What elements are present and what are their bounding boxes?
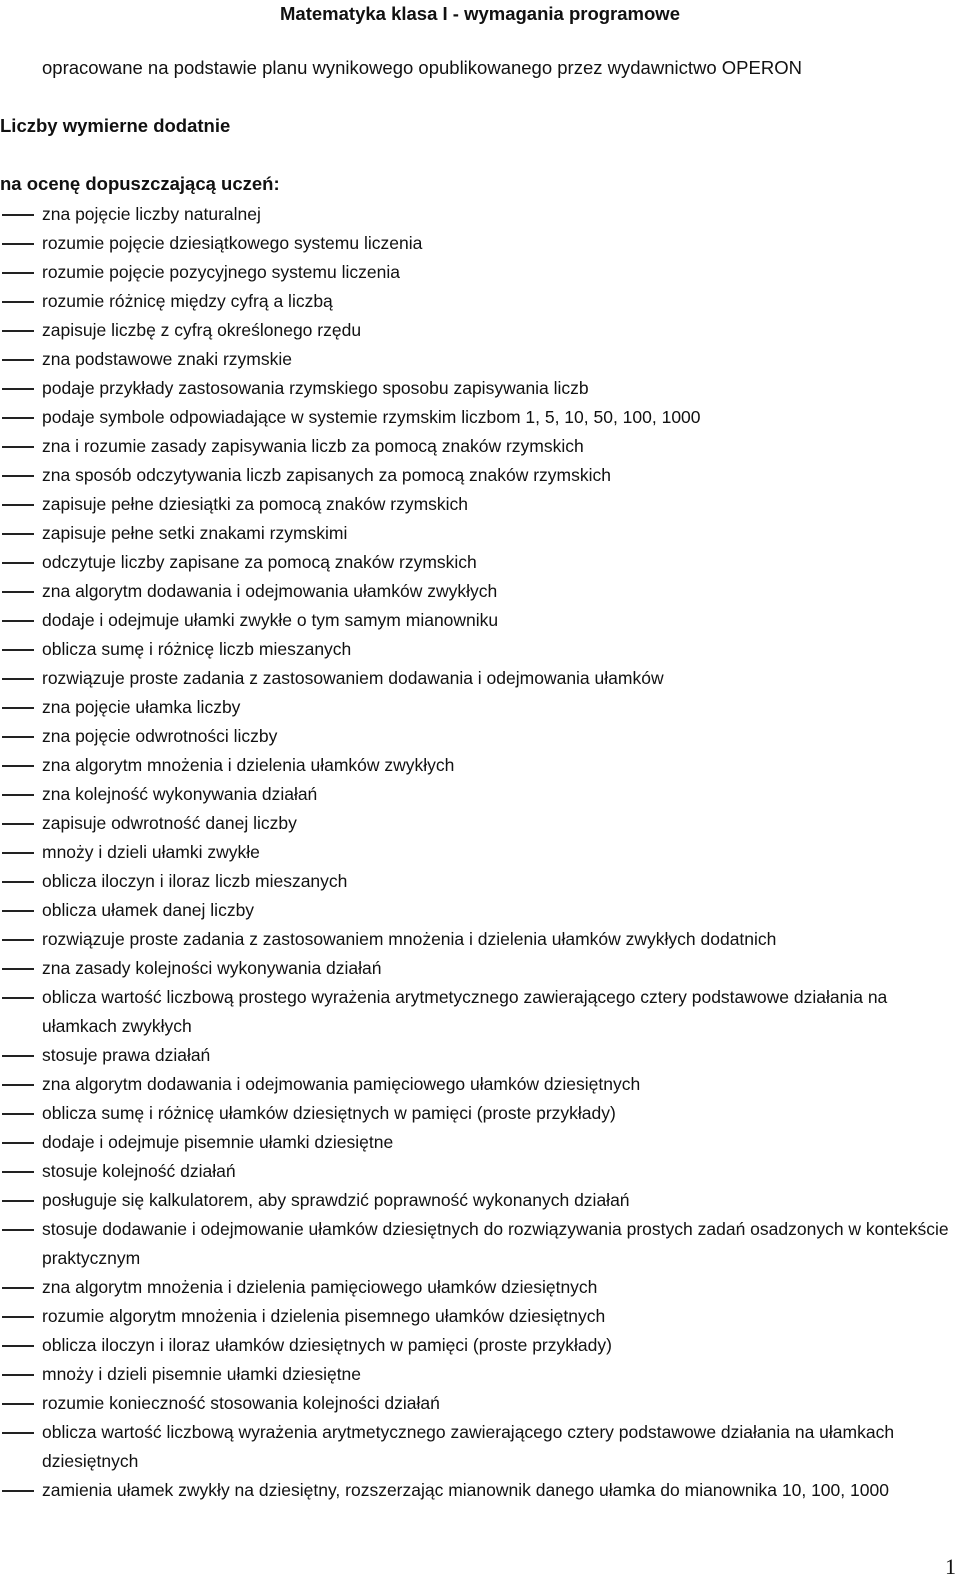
dash-bullet-icon [2,852,34,854]
list-item [0,1041,954,1070]
dash-bullet-icon [2,591,34,593]
list-item-text: mnoży i dzieli ułamki zwykłe [42,842,260,862]
list-item [0,1476,954,1505]
list-item-text: mnoży i dzieli pisemnie ułamki dziesiętne [42,1364,362,1384]
list-item [0,287,954,316]
dash-bullet-icon [2,1229,34,1231]
list-item-text: rozwiązuje proste zadania z zastosowaniem dodawania i odejmowania ułamków [42,668,664,688]
dash-bullet-icon [2,417,34,419]
list-item-text: podaje symbole odpowiadające w systemie rzymskim liczbom 1, 5, 10, 50, 100, 1000 [42,407,701,427]
list-item [0,1389,954,1418]
page-number: 1 [945,1554,956,1579]
dash-bullet-icon [2,359,34,361]
dash-bullet-icon [2,1316,34,1318]
list-item [0,1099,954,1128]
dash-bullet-icon [2,707,34,709]
dash-bullet-icon [2,649,34,651]
list-item-text: zna algorytm mnożenia i dzielenia pamięciowego ułamków dziesiętnych [42,1277,598,1297]
list-item [0,403,954,432]
dash-bullet-icon [2,939,34,941]
list-item [0,432,954,461]
list-item-text: rozumie różnicę między cyfrą a liczbą [42,291,333,311]
list-item-text: rozumie pojęcie dziesiątkowego systemu liczenia [42,233,423,253]
dash-bullet-icon [2,1171,34,1173]
dash-bullet-icon [2,736,34,738]
dash-bullet-icon [2,794,34,796]
list-item [0,258,954,287]
list-item-text: zapisuje liczbę z cyfrą określonego rzędu [42,320,362,340]
list-item-text: oblicza wartość liczbową wyrażenia arytmetycznego zawierającego cztery podstawowe działania na ułamkach dziesiętnych [42,1422,895,1471]
list-item-text: oblicza sumę i różnicę ułamków dziesiętnych w pamięci (proste przykłady) [42,1103,616,1123]
dash-bullet-icon [2,1490,34,1492]
list-item-text: zna zasady kolejności wykonywania działań [42,958,382,978]
page-title: Matematyka klasa I - wymagania programowe [280,3,680,24]
list-item [0,577,954,606]
dash-bullet-icon [2,330,34,332]
dash-bullet-icon [2,997,34,999]
section-heading: Liczby wymierne dodatnie [0,115,231,136]
list-item [0,838,954,867]
dash-bullet-icon [2,243,34,245]
dash-bullet-icon [2,678,34,680]
dash-bullet-icon [2,388,34,390]
list-item [0,200,954,229]
list-item [0,1157,954,1186]
list-item-text: zna pojęcie ułamka liczby [42,697,241,717]
list-item-text: zna algorytm dodawania i odejmowania pamięciowego ułamków dziesiętnych [42,1074,641,1094]
list-item [0,693,954,722]
list-item-text: oblicza iloczyn i iloraz ułamków dziesiętnych w pamięci (proste przykłady) [42,1335,612,1355]
list-item [0,490,954,519]
list-item [0,867,954,896]
list-item [0,1128,954,1157]
list-item-text: zapisuje pełne setki znakami rzymskimi [42,523,348,543]
list-item-text: posługuje się kalkulatorem, aby sprawdzić poprawność wykonanych działań [42,1190,630,1210]
dash-bullet-icon [2,272,34,274]
list-item-text: rozumie konieczność stosowania kolejności działań [42,1393,440,1413]
list-item-text: zna algorytm dodawania i odejmowania ułamków zwykłych [42,581,498,601]
dash-bullet-icon [2,1374,34,1376]
list-item [0,229,954,258]
requirements-list [0,200,955,1505]
dash-bullet-icon [2,1055,34,1057]
dash-bullet-icon [2,620,34,622]
dash-bullet-icon [2,1403,34,1405]
list-item-text: rozwiązuje proste zadania z zastosowaniem mnożenia i dzielenia ułamków zwykłych dodatnich [42,929,777,949]
list-item-text: oblicza ułamek danej liczby [42,900,255,920]
dash-bullet-icon [2,533,34,535]
list-item-text: oblicza sumę i różnicę liczb mieszanych [42,639,352,659]
list-item-text: zna i rozumie zasady zapisywania liczb za pomocą znaków rzymskich [42,436,584,456]
grade-heading: na ocenę dopuszczającą uczeń: [0,173,280,194]
dash-bullet-icon [2,562,34,564]
dash-bullet-icon [2,1200,34,1202]
list-item-text: zna pojęcie liczby naturalnej [42,204,261,224]
list-item [0,896,954,925]
list-item-text: zna sposób odczytywania liczb zapisanych za pomocą znaków rzymskich [42,465,612,485]
list-item [0,1215,954,1273]
list-item [0,722,954,751]
list-item [0,809,954,838]
dash-bullet-icon [2,1084,34,1086]
dash-bullet-icon [2,968,34,970]
list-item [0,1273,954,1302]
list-item [0,461,954,490]
subtitle: opracowane na podstawie planu wynikowego opublikowanego przez wydawnictwo OPERON [42,57,802,78]
list-item [0,548,954,577]
dash-bullet-icon [2,446,34,448]
list-item-text: podaje przykłady zastosowania rzymskiego sposobu zapisywania liczb [42,378,589,398]
dash-bullet-icon [2,214,34,216]
list-item [0,925,954,954]
list-item-text: odczytuje liczby zapisane za pomocą znaków rzymskich [42,552,477,572]
dash-bullet-icon [2,475,34,477]
dash-bullet-icon [2,504,34,506]
list-item-text: stosuje prawa działań [42,1045,211,1065]
list-item-text: rozumie algorytm mnożenia i dzielenia pisemnego ułamków dziesiętnych [42,1306,606,1326]
list-item [0,606,954,635]
list-item [0,664,954,693]
list-item [0,1360,954,1389]
list-item [0,1070,954,1099]
list-item [0,345,954,374]
list-item-text: zna podstawowe znaki rzymskie [42,349,292,369]
list-item [0,954,954,983]
dash-bullet-icon [2,1113,34,1115]
dash-bullet-icon [2,765,34,767]
list-item [0,519,954,548]
dash-bullet-icon [2,1287,34,1289]
dash-bullet-icon [2,1345,34,1347]
list-item [0,1331,954,1360]
list-item-text: rozumie pojęcie pozycyjnego systemu liczenia [42,262,400,282]
dash-bullet-icon [2,823,34,825]
dash-bullet-icon [2,1142,34,1144]
list-item [0,1302,954,1331]
list-item-text: zapisuje pełne dziesiątki za pomocą znaków rzymskich [42,494,469,514]
list-item-text: oblicza iloczyn i iloraz liczb mieszanych [42,871,348,891]
list-item [0,1186,954,1215]
list-item-text: dodaje i odejmuje pisemnie ułamki dziesiętne [42,1132,394,1152]
list-item [0,635,954,664]
list-item-text: dodaje i odejmuje ułamki zwykłe o tym samym mianowniku [42,610,499,630]
list-item-text: zna algorytm mnożenia i dzielenia ułamków zwykłych [42,755,455,775]
dash-bullet-icon [2,301,34,303]
list-item-text: zna kolejność wykonywania działań [42,784,318,804]
dash-bullet-icon [2,1432,34,1434]
list-item [0,751,954,780]
dash-bullet-icon [2,910,34,912]
list-item [0,316,954,345]
list-item-text: zapisuje odwrotność danej liczby [42,813,297,833]
list-item-text: oblicza wartość liczbową prostego wyrażenia arytmetycznego zawierającego cztery podstawowe działania na ułamkach zwykłych [42,987,888,1036]
dash-bullet-icon [2,881,34,883]
list-item-text: stosuje kolejność działań [42,1161,236,1181]
list-item [0,1418,954,1476]
list-item [0,983,954,1041]
list-item-text: zamienia ułamek zwykły na dziesiętny, rozszerzając mianownik danego ułamka do mianownika 10, 100, 1000 [42,1480,889,1500]
list-item-text: zna pojęcie odwrotności liczby [42,726,278,746]
list-item-text: stosuje dodawanie i odejmowanie ułamków dziesiętnych do rozwiązywania prostych zadań osadzonych w kontekście praktycznym [42,1219,949,1268]
list-item [0,780,954,809]
list-item [0,374,954,403]
